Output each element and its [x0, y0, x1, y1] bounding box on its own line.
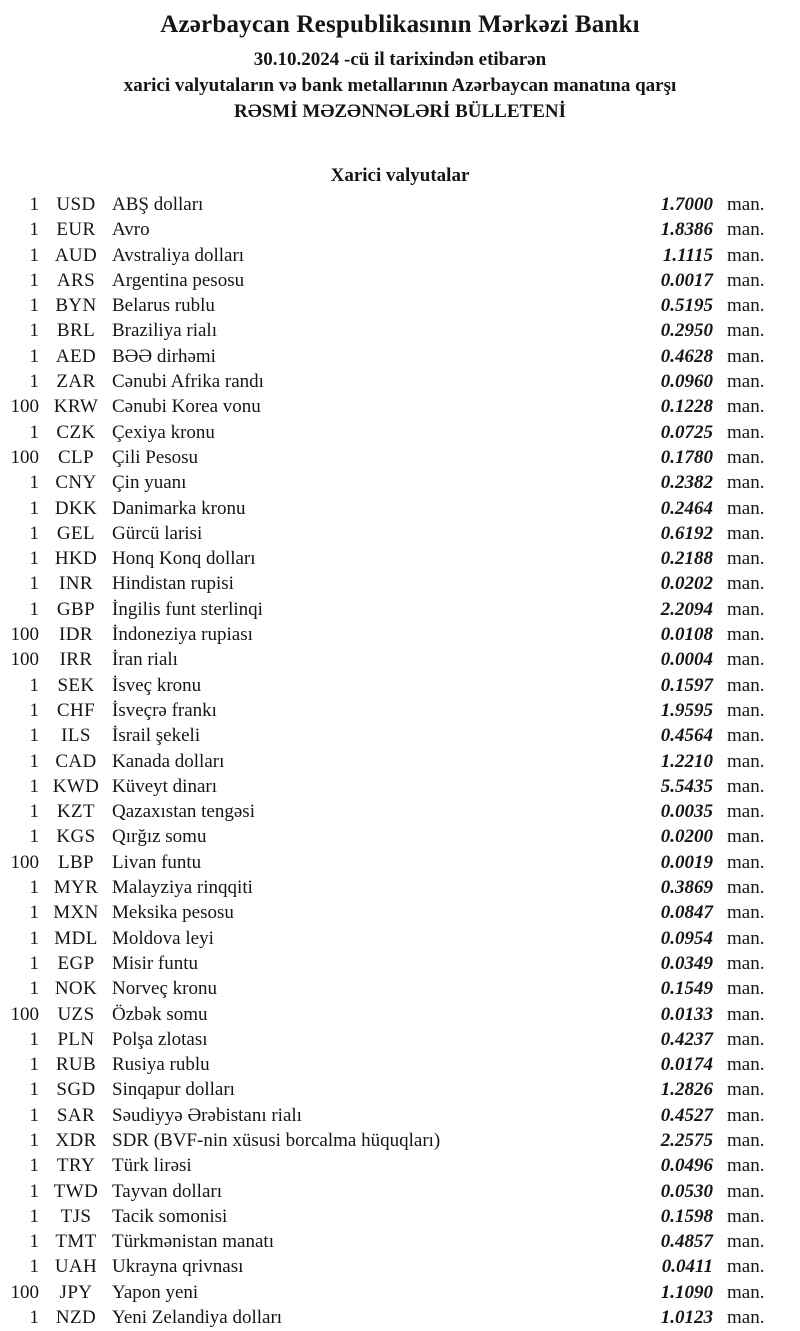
nominal-cell: 1 [29, 1256, 39, 1278]
unit-label-cell: man. [727, 1231, 765, 1253]
rate-row [0, 749, 800, 774]
rate-value-cell: 1.1090 [660, 1281, 713, 1303]
unit-label-cell: man. [727, 1003, 765, 1025]
rate-row [0, 1027, 800, 1052]
nominal-cell: 1 [29, 320, 39, 342]
rate-row [0, 1280, 800, 1305]
currency-code-cell: CAD [55, 750, 97, 772]
unit-label-cell: man. [727, 750, 765, 772]
currency-code-cell: KZT [56, 801, 96, 823]
effective-date-line: 30.10.2024 -cü il tarixindən etibarən [253, 49, 547, 70]
rate-value-cell: 0.5195 [660, 295, 713, 317]
currency-code-cell: HKD [54, 548, 98, 570]
rate-value-cell: 0.0004 [660, 649, 713, 671]
rate-row [0, 1103, 800, 1128]
nominal-cell: 1 [29, 219, 39, 241]
rate-value-cell: 0.0411 [661, 1256, 713, 1278]
rate-row [0, 369, 800, 394]
rate-row [0, 647, 800, 672]
currency-code-cell: IDR [59, 624, 93, 646]
rate-row [0, 673, 800, 698]
rate-value-cell: 1.9595 [660, 699, 713, 721]
currency-code-cell: BRL [56, 320, 96, 342]
currency-code-cell: BYN [55, 295, 97, 317]
rate-value-cell: 2.2094 [660, 598, 713, 620]
currency-name-cell: Tayvan dolları [112, 1180, 222, 1202]
rate-row [0, 293, 800, 318]
rate-row [0, 824, 800, 849]
currency-name-cell: Cənubi Afrika randı [112, 371, 264, 393]
currency-name-cell: Səudiyyə Ərəbistanı rialı [112, 1104, 302, 1126]
nominal-cell: 1 [29, 598, 39, 620]
currency-name-cell: Meksika pesosu [112, 902, 234, 924]
currency-name-cell: İndoneziya rupiası [112, 624, 253, 646]
unit-label-cell: man. [727, 1155, 765, 1177]
rate-row [0, 268, 800, 293]
nominal-cell: 1 [29, 1307, 39, 1329]
nominal-cell: 1 [29, 497, 39, 519]
rate-value-cell: 0.4564 [660, 725, 713, 747]
rate-value-cell: 0.2950 [660, 320, 713, 342]
nominal-cell: 1 [29, 522, 39, 544]
nominal-cell: 1 [29, 371, 39, 393]
rate-value-cell: 0.0202 [660, 573, 713, 595]
rate-value-cell: 0.6192 [660, 522, 713, 544]
rate-value-cell: 2.2575 [660, 1129, 713, 1151]
rate-row [0, 900, 800, 925]
rate-row [0, 496, 800, 521]
nominal-cell: 1 [29, 345, 39, 367]
unit-label-cell: man. [727, 219, 765, 241]
nominal-cell: 1 [29, 244, 39, 266]
nominal-cell: 1 [29, 269, 39, 291]
currency-name-cell: Çili Pesosu [112, 446, 199, 468]
rate-row [0, 875, 800, 900]
currency-name-cell: İsveçrə frankı [112, 699, 217, 721]
nominal-cell: 1 [29, 1054, 39, 1076]
unit-label-cell: man. [727, 446, 765, 468]
currency-name-cell: Çexiya kronu [112, 421, 215, 443]
rate-value-cell: 5.5435 [660, 775, 713, 797]
currency-code-cell: EUR [56, 219, 96, 241]
rate-row [0, 1077, 800, 1102]
rate-row [0, 1305, 800, 1330]
currency-code-cell: KRW [53, 396, 99, 418]
currency-code-cell: TWD [53, 1180, 99, 1202]
rate-value-cell: 0.4628 [660, 345, 713, 367]
rate-value-cell: 0.3869 [660, 877, 713, 899]
section-title-foreign-currencies: Xarici valyutalar [330, 165, 470, 186]
rate-value-cell: 0.0200 [660, 826, 713, 848]
rate-row [0, 976, 800, 1001]
unit-label-cell: man. [727, 295, 765, 317]
rate-value-cell: 0.2188 [660, 548, 713, 570]
nominal-cell: 100 [10, 1003, 39, 1025]
unit-label-cell: man. [727, 1028, 765, 1050]
currency-name-cell: Livan funtu [112, 851, 202, 873]
rate-value-cell: 1.7000 [660, 194, 713, 215]
currency-code-cell: TRY [56, 1155, 96, 1177]
rate-value-cell: 0.0019 [660, 851, 713, 873]
nominal-cell: 1 [29, 826, 39, 848]
currency-name-cell: Avro [112, 219, 150, 241]
rate-row [0, 1128, 800, 1153]
nominal-cell: 1 [29, 472, 39, 494]
unit-label-cell: man. [727, 194, 765, 215]
rate-value-cell: 1.8386 [660, 219, 713, 241]
currency-code-cell: TMT [55, 1231, 97, 1253]
currency-name-cell: Küveyt dinarı [112, 775, 218, 797]
currency-code-cell: INR [59, 573, 93, 595]
currency-code-cell: JPY [59, 1281, 93, 1303]
unit-label-cell: man. [727, 522, 765, 544]
rate-value-cell: 0.0035 [660, 801, 713, 823]
currency-name-cell: Cənubi Korea vonu [112, 396, 261, 418]
currency-name-cell: İsrail şekeli [112, 725, 201, 747]
rate-row [0, 217, 800, 242]
currency-name-cell: Çin yuanı [112, 472, 187, 494]
rate-row [0, 622, 800, 647]
nominal-cell: 100 [10, 649, 39, 671]
currency-code-cell: SAR [56, 1104, 96, 1126]
currency-code-cell: EGP [57, 952, 95, 974]
rate-row [0, 546, 800, 571]
currency-name-cell: Moldova leyi [112, 927, 214, 949]
currency-code-cell: PLN [57, 1028, 95, 1050]
currency-name-cell: Sinqapur dolları [112, 1079, 235, 1101]
rate-value-cell: 0.1780 [660, 446, 713, 468]
unit-label-cell: man. [727, 1104, 765, 1126]
currency-code-cell: GBP [56, 598, 96, 620]
currency-name-cell: SDR (BVF-nin xüsusi borcalma hüquqları) [112, 1129, 441, 1151]
currency-code-cell: CNY [55, 472, 97, 494]
unit-label-cell: man. [727, 320, 765, 342]
rate-value-cell: 0.0530 [660, 1180, 713, 1202]
nominal-cell: 100 [10, 446, 39, 468]
unit-label-cell: man. [727, 244, 765, 266]
currency-code-cell: NZD [55, 1307, 97, 1329]
currency-name-cell: Argentina pesosu [112, 269, 245, 291]
nominal-cell: 100 [10, 396, 39, 418]
currency-code-cell: SEK [57, 674, 95, 696]
currency-name-cell: BƏƏ dirhəmi [112, 345, 216, 367]
currency-code-cell: SGD [56, 1079, 96, 1101]
unit-label-cell: man. [727, 269, 765, 291]
rate-value-cell: 1.0123 [660, 1307, 713, 1329]
rate-value-cell: 0.2382 [660, 472, 713, 494]
currency-name-cell: Hindistan rupisi [112, 573, 234, 595]
unit-label-cell: man. [727, 421, 765, 443]
currency-name-cell: Honq Konq dolları [112, 548, 256, 570]
rate-value-cell: 0.4237 [660, 1028, 713, 1050]
rates-table-body [0, 192, 800, 1330]
rate-value-cell: 0.4527 [660, 1104, 713, 1126]
currency-code-cell: TJS [60, 1205, 92, 1227]
unit-label-cell: man. [727, 775, 765, 797]
rate-value-cell: 0.0133 [660, 1003, 713, 1025]
unit-label-cell: man. [727, 1307, 765, 1329]
unit-label-cell: man. [727, 952, 765, 974]
rate-row [0, 470, 800, 495]
bulletin-title-line: RƏSMİ MƏZƏNNƏLƏRİ BÜLLETENİ [233, 101, 566, 122]
rate-row [0, 850, 800, 875]
nominal-cell: 1 [29, 1129, 39, 1151]
currency-name-cell: Yeni Zelandiya dolları [112, 1307, 283, 1329]
rate-value-cell: 0.0017 [660, 269, 713, 291]
unit-label-cell: man. [727, 548, 765, 570]
unit-label-cell: man. [727, 624, 765, 646]
nominal-cell: 1 [29, 194, 39, 215]
rate-row [0, 394, 800, 419]
nominal-cell: 1 [29, 1028, 39, 1050]
nominal-cell: 1 [29, 1079, 39, 1101]
rate-value-cell: 0.0496 [660, 1155, 713, 1177]
nominal-cell: 1 [29, 699, 39, 721]
nominal-cell: 1 [29, 927, 39, 949]
currency-name-cell: Qazaxıstan tengəsi [112, 801, 255, 823]
unit-label-cell: man. [727, 1256, 765, 1278]
currency-code-cell: MDL [54, 927, 98, 949]
unit-label-cell: man. [727, 598, 765, 620]
rate-value-cell: 0.0174 [660, 1054, 713, 1076]
rate-value-cell: 0.1598 [660, 1205, 713, 1227]
rate-row [0, 926, 800, 951]
currency-name-cell: Özbək somu [112, 1003, 208, 1025]
nominal-cell: 1 [29, 674, 39, 696]
currency-code-cell: GEL [56, 522, 96, 544]
currency-name-cell: Türk lirəsi [112, 1155, 192, 1177]
unit-label-cell: man. [727, 978, 765, 1000]
unit-label-cell: man. [727, 1281, 765, 1303]
nominal-cell: 1 [29, 1104, 39, 1126]
unit-label-cell: man. [727, 851, 765, 873]
currency-name-cell: Rusiya rublu [112, 1054, 210, 1076]
rate-row [0, 1204, 800, 1229]
currency-name-cell: Qırğız somu [112, 826, 207, 848]
currency-name-cell: ABŞ dolları [112, 194, 204, 215]
nominal-cell: 1 [29, 295, 39, 317]
currency-name-cell: İsveç kronu [112, 674, 202, 696]
unit-label-cell: man. [727, 826, 765, 848]
nominal-cell: 1 [29, 877, 39, 899]
nominal-cell: 1 [29, 548, 39, 570]
nominal-cell: 1 [29, 775, 39, 797]
currency-name-cell: Gürcü larisi [112, 522, 203, 544]
nominal-cell: 100 [10, 624, 39, 646]
nominal-cell: 1 [29, 1231, 39, 1253]
nominal-cell: 1 [29, 978, 39, 1000]
rate-row [0, 774, 800, 799]
unit-label-cell: man. [727, 472, 765, 494]
rate-value-cell: 1.2210 [660, 750, 713, 772]
rate-value-cell: 0.1228 [660, 396, 713, 418]
currency-code-cell: CZK [56, 421, 96, 443]
nominal-cell: 1 [29, 725, 39, 747]
unit-label-cell: man. [727, 801, 765, 823]
currency-name-cell: Kanada dolları [112, 750, 225, 772]
rate-row [0, 597, 800, 622]
unit-label-cell: man. [727, 877, 765, 899]
nominal-cell: 100 [10, 1281, 39, 1303]
currency-code-cell: KGS [56, 826, 96, 848]
rate-row [0, 951, 800, 976]
currency-code-cell: ZAR [56, 371, 96, 393]
currency-name-cell: İran rialı [112, 649, 178, 671]
unit-label-cell: man. [727, 1129, 765, 1151]
nominal-cell: 1 [29, 1155, 39, 1177]
rate-row [0, 445, 800, 470]
unit-label-cell: man. [727, 927, 765, 949]
currency-code-cell: USD [56, 194, 96, 215]
currency-code-cell: LBP [57, 851, 95, 873]
rate-row [0, 318, 800, 343]
unit-label-cell: man. [727, 725, 765, 747]
currency-code-cell: IRR [59, 649, 93, 671]
unit-label-cell: man. [727, 1079, 765, 1101]
rate-value-cell: 1.2826 [660, 1079, 713, 1101]
rate-value-cell: 0.1597 [660, 674, 713, 696]
rate-row [0, 1002, 800, 1027]
unit-label-cell: man. [727, 345, 765, 367]
currency-code-cell: ILS [61, 725, 91, 747]
rate-value-cell: 0.4857 [660, 1231, 713, 1253]
currency-code-cell: XDR [55, 1129, 97, 1151]
currency-code-cell: DKK [54, 497, 98, 519]
rate-value-cell: 0.1549 [660, 978, 713, 1000]
unit-label-cell: man. [727, 1205, 765, 1227]
nominal-cell: 100 [10, 851, 39, 873]
currency-name-cell: Malayziya rinqqiti [112, 877, 253, 899]
rate-value-cell: 0.0960 [660, 371, 713, 393]
currency-code-cell: KWD [52, 775, 100, 797]
currency-code-cell: RUB [55, 1054, 97, 1076]
subject-line: xarici valyutaların və bank metallarının Azərbaycan manatına qarşı [123, 75, 677, 96]
rate-row [0, 799, 800, 824]
nominal-cell: 1 [29, 1180, 39, 1202]
rate-row [0, 1179, 800, 1204]
unit-label-cell: man. [727, 371, 765, 393]
nominal-cell: 1 [29, 801, 39, 823]
rate-row [0, 1254, 800, 1279]
currency-name-cell: Norveç kronu [112, 978, 217, 1000]
currency-name-cell: Belarus rublu [112, 295, 215, 317]
rate-value-cell: 1.1115 [662, 244, 713, 266]
unit-label-cell: man. [727, 699, 765, 721]
nominal-cell: 1 [29, 952, 39, 974]
nominal-cell: 1 [29, 573, 39, 595]
rate-row [0, 344, 800, 369]
currency-code-cell: UZS [57, 1003, 95, 1025]
currency-code-cell: AED [55, 345, 97, 367]
nominal-cell: 1 [29, 902, 39, 924]
rate-row [0, 1229, 800, 1254]
rate-row [0, 1153, 800, 1178]
bank-name-title: Azərbaycan Respublikasının Mərkəzi Bankı [160, 11, 640, 38]
currency-code-cell: CLP [57, 446, 95, 468]
currency-name-cell: Avstraliya dolları [112, 244, 245, 266]
currency-code-cell: UAH [54, 1256, 98, 1278]
rate-value-cell: 0.0349 [660, 952, 713, 974]
unit-label-cell: man. [727, 1054, 765, 1076]
rate-row [0, 521, 800, 546]
document-header [0, 0, 800, 125]
rate-value-cell: 0.0954 [660, 927, 713, 949]
unit-label-cell: man. [727, 497, 765, 519]
currency-name-cell: İngilis funt sterlinqi [112, 598, 263, 620]
rate-row [0, 192, 800, 217]
nominal-cell: 1 [29, 1205, 39, 1227]
currency-name-cell: Türkmənistan manatı [112, 1231, 274, 1253]
currency-name-cell: Yapon yeni [112, 1281, 199, 1303]
rate-row [0, 1052, 800, 1077]
currency-name-cell: Tacik somonisi [112, 1205, 228, 1227]
currency-name-cell: Ukrayna qrivnası [112, 1256, 244, 1278]
currency-code-cell: ARS [56, 269, 96, 291]
unit-label-cell: man. [727, 396, 765, 418]
currency-code-cell: MXN [53, 902, 99, 924]
rate-row [0, 571, 800, 596]
currency-code-cell: CHF [56, 699, 96, 721]
currency-code-cell: MYR [53, 877, 99, 899]
currency-name-cell: Polşa zlotası [112, 1028, 208, 1050]
currency-name-cell: Misir funtu [112, 952, 199, 974]
unit-label-cell: man. [727, 674, 765, 696]
rate-value-cell: 0.0725 [660, 421, 713, 443]
unit-label-cell: man. [727, 1180, 765, 1202]
rate-row [0, 420, 800, 445]
unit-label-cell: man. [727, 902, 765, 924]
rate-value-cell: 0.0108 [660, 624, 713, 646]
rate-row [0, 243, 800, 268]
currency-name-cell: Danimarka kronu [112, 497, 246, 519]
unit-label-cell: man. [727, 573, 765, 595]
currency-code-cell: AUD [54, 244, 98, 266]
rate-row [0, 723, 800, 748]
rate-value-cell: 0.2464 [660, 497, 713, 519]
nominal-cell: 1 [29, 750, 39, 772]
unit-label-cell: man. [727, 649, 765, 671]
rate-row [0, 698, 800, 723]
rate-value-cell: 0.0847 [660, 902, 713, 924]
currency-name-cell: Braziliya rialı [112, 320, 217, 342]
nominal-cell: 1 [29, 421, 39, 443]
currency-code-cell: NOK [54, 978, 98, 1000]
